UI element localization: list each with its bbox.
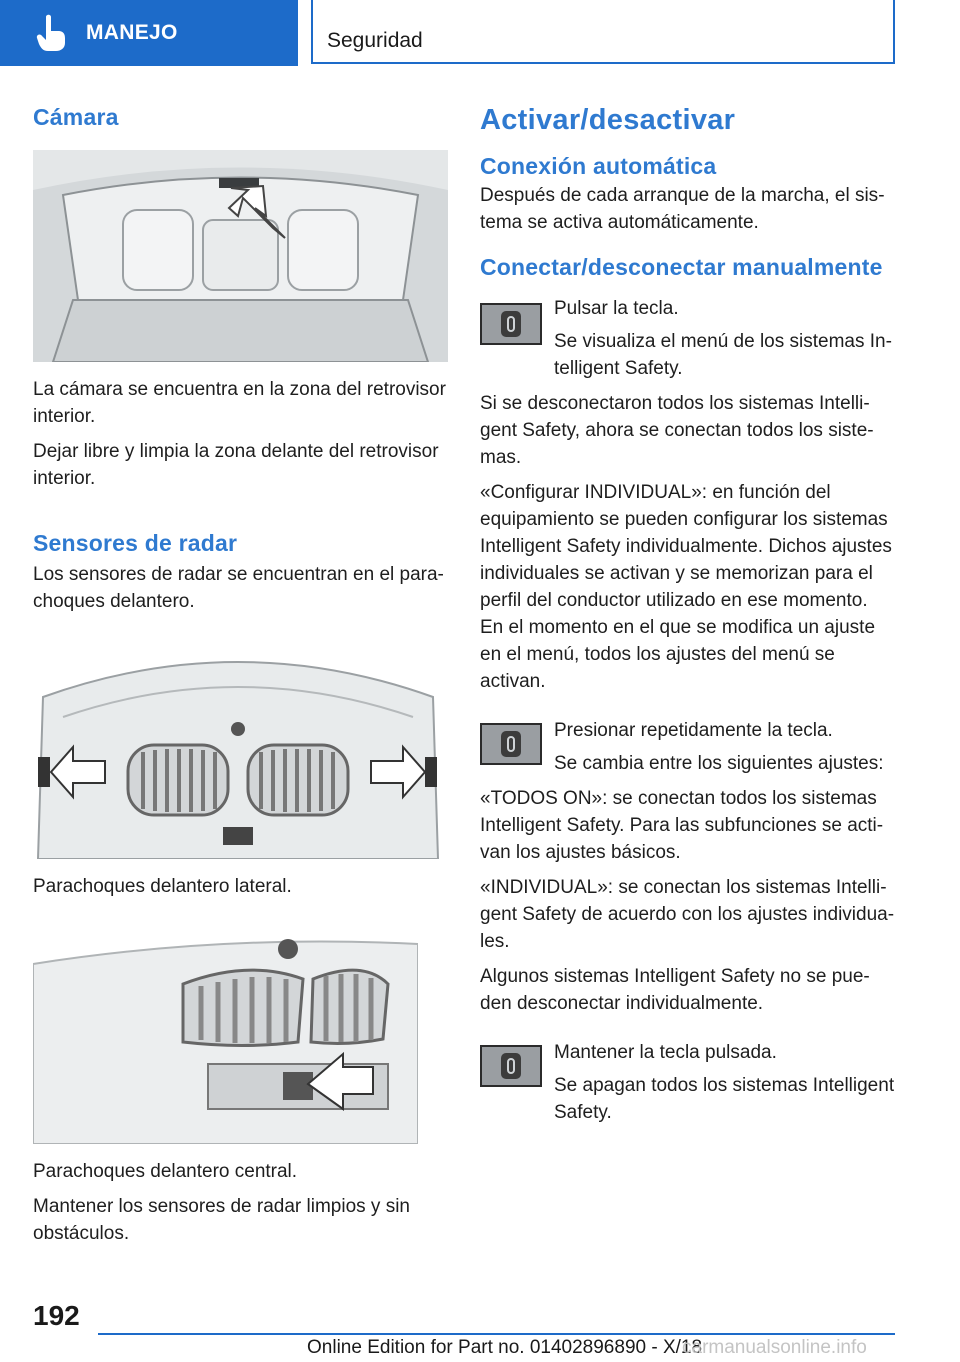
paragraph-algunos: Algunos sistemas Intelligent Safety no se pueden desconectar individualmente. (480, 966, 870, 1014)
bumper-central-illustration (33, 924, 418, 1144)
paragraph-todos: «TODOS ON»: se conectan todos los sistemas Intelligent Safety. Para las subfunciones se activan los ajustes básicos. (480, 788, 884, 863)
camera-illustration (33, 150, 448, 362)
paragraph-individual: «INDIVIDUAL»: se conectan los sistemas Intelligent Safety de acuerdo con los ajustes individuales. (480, 877, 895, 952)
manual-heading: Conectar/desconectar manualmente (480, 254, 883, 280)
hand-pointer-icon (34, 13, 68, 53)
auto-heading: Conexión automática (480, 153, 717, 179)
step-2-text-b: Se cambia entre los siguientes ajustes: (554, 753, 884, 774)
paragraph-configurar: «Configurar INDIVIDUAL»: en función del equipamiento se pueden configurar los sistemas Intelligent Safety individualmente. Dichos ajustes individuales se activan y se memorizan para el perfil del conductor utilizado en ese momento. En el momento en el que se modifica un ajuste en el menú, todos los ajustes del menú se activan. (480, 482, 892, 692)
caption-lateral: Parachoques delantero lateral. (33, 876, 292, 897)
page-number: 192 (33, 1300, 80, 1331)
radar-paragraph-2: Mantener los sensores de radar limpios y sin obstáculos. (33, 1196, 411, 1244)
camera-paragraph-2: Dejar libre y limpia la zona delante del retrovisor interior. (33, 441, 439, 489)
section-label: Seguridad (327, 29, 423, 52)
radar-paragraph-1: Los sensores de radar se encuentran en el parachoques delantero. (33, 564, 444, 612)
section-header (311, 0, 895, 64)
step-1-text-a: Pulsar la tecla. (554, 298, 679, 319)
right-column (480, 92, 895, 1126)
header-tab (0, 0, 298, 66)
step-2 (480, 717, 895, 777)
paragraph-desconectaron: Si se desconectaron todos los sistemas Intelligent Safety, ahora se conectan todos los sistemas. (480, 393, 874, 468)
step-1-text-b: Se visualiza el menú de los sistemas Intelligent Safety. (554, 331, 892, 379)
safety-button-icon (480, 303, 542, 345)
radar-heading: Sensores de radar (33, 530, 238, 556)
step-1 (480, 295, 895, 382)
safety-button-icon (480, 1045, 542, 1087)
safety-button-icon (480, 723, 542, 765)
footer-divider (98, 1333, 895, 1335)
watermark-text: carmanualsonline.info (682, 1337, 867, 1358)
step-3-text-b: Se apagan todos los sistemas Intelligent Safety. (554, 1075, 895, 1123)
main-heading: Activar/desactivar (480, 104, 736, 136)
bumper-lateral-illustration (33, 637, 443, 859)
tab-label: MANEJO (86, 21, 178, 44)
step-3 (480, 1039, 895, 1126)
auto-paragraph: Después de cada arranque de la marcha, el sistema se activa automáticamente. (480, 185, 885, 233)
camera-heading: Cámara (33, 104, 119, 130)
camera-paragraph-1: La cámara se encuentra en la zona del retrovisor interior. (33, 379, 446, 427)
edition-text: Online Edition for Part no. 01402896890 - X/18 (307, 1337, 703, 1358)
left-column (33, 92, 448, 1247)
caption-central: Parachoques delantero central. (33, 1161, 298, 1182)
step-3-text-a: Mantener la tecla pulsada. (554, 1042, 777, 1063)
step-2-text-a: Presionar repetidamente la tecla. (554, 720, 833, 741)
